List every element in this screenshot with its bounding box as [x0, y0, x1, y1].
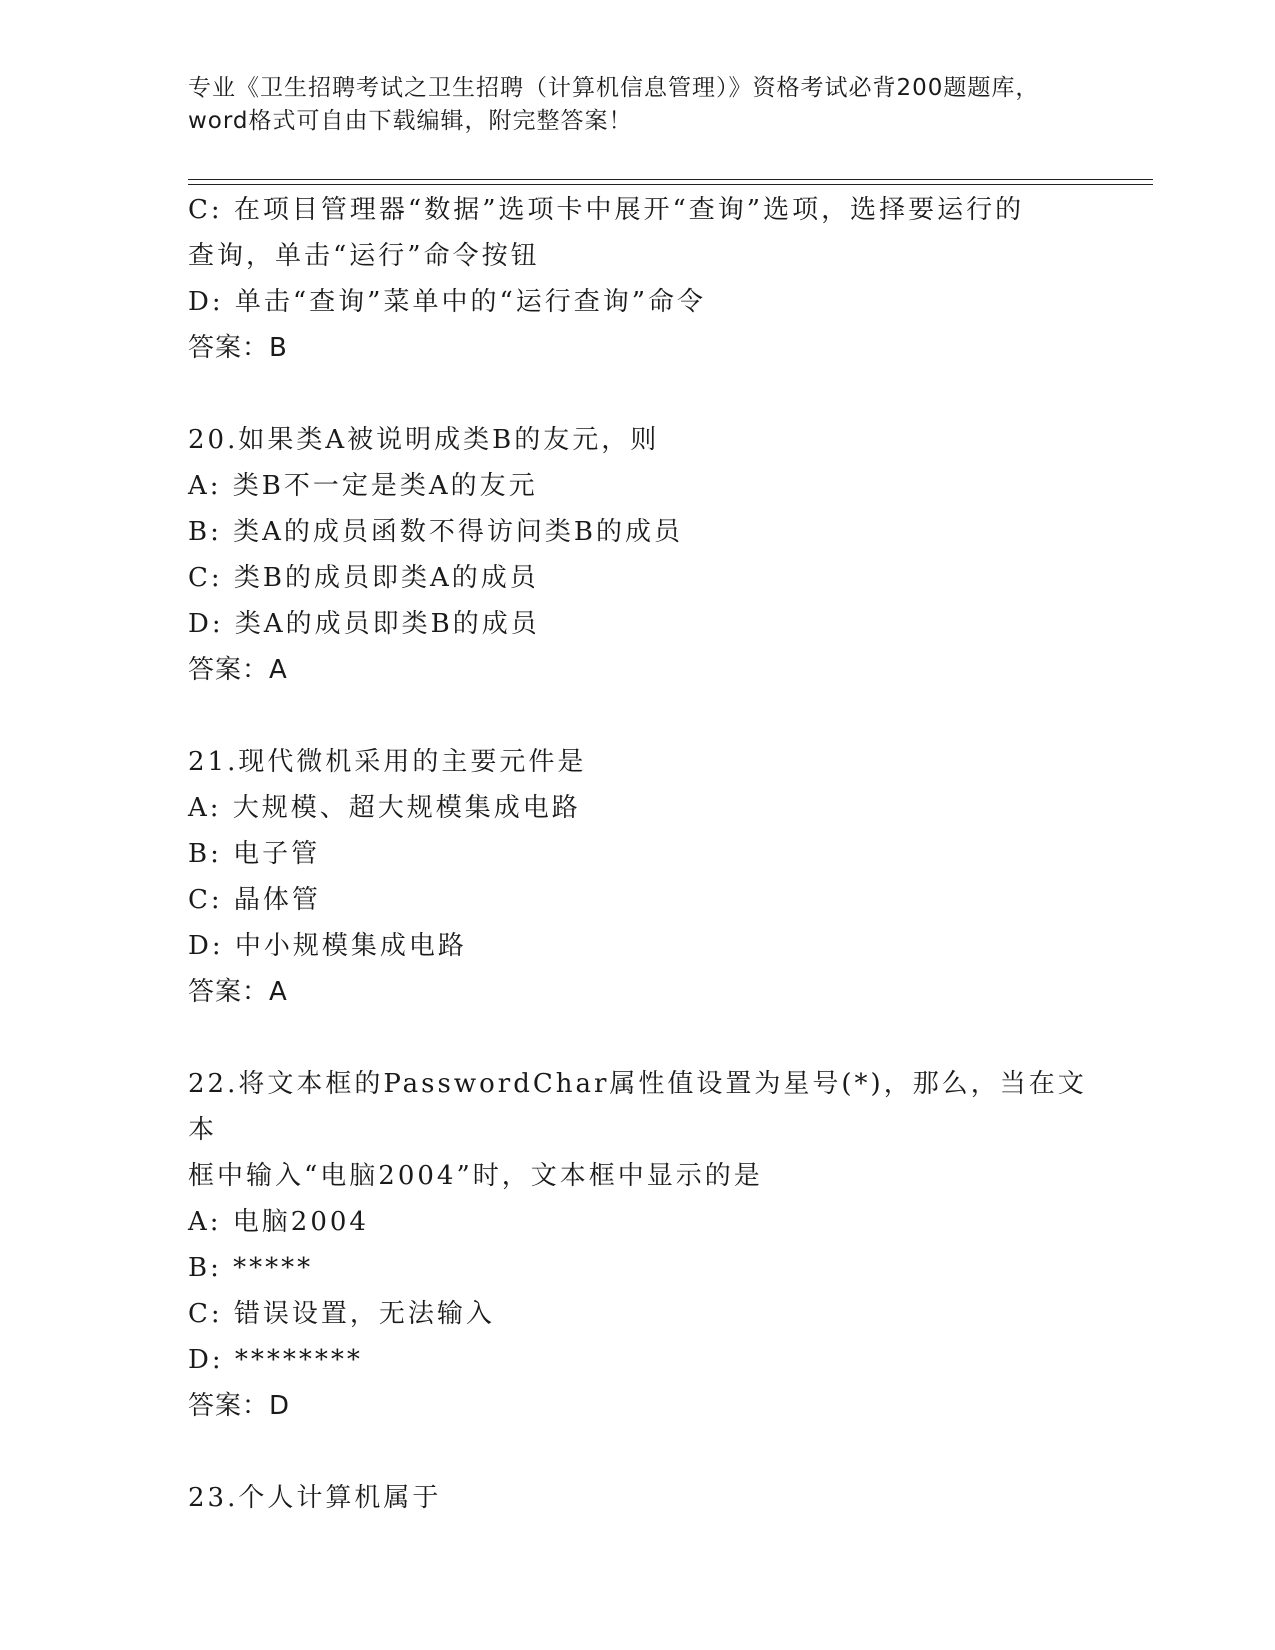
question-23	[188, 1475, 1088, 1521]
option-b: B: *****	[188, 1253, 314, 1283]
answer: 答案：D	[188, 1391, 291, 1421]
question-21	[188, 739, 1088, 1015]
answer: 答案：B	[188, 333, 288, 363]
header-title-line1: 专业《卫生招聘考试之卫生招聘（计算机信息管理）》资格考试必背200题题库，	[188, 75, 1040, 101]
spacer	[188, 371, 1088, 417]
option-d: D: ********	[188, 1345, 363, 1375]
option-d: D: 类A的成员即类B的成员	[188, 609, 540, 639]
option-c: C: 晶体管	[188, 885, 321, 915]
spacer	[188, 1429, 1088, 1475]
option-c-line2: 查询，单击“运行”命令按钮	[188, 241, 540, 271]
option-b: B: 电子管	[188, 839, 321, 869]
header-title-line2: word格式可自由下载编辑，附完整答案！	[188, 108, 633, 134]
answer: 答案：A	[188, 977, 288, 1007]
answer: 答案：A	[188, 655, 288, 685]
question-22	[188, 1061, 1088, 1429]
question-text: 20.如果类A被说明成类B的友元，则	[188, 425, 660, 455]
question-19-tail	[188, 187, 1088, 371]
question-text-line1: 22.将文本框的PasswordChar属性值设置为星号(*)，那么，当在文本	[188, 1069, 1087, 1145]
question-text-line2: 框中输入“电脑2004”时，文本框中显示的是	[188, 1161, 763, 1191]
question-20	[188, 417, 1088, 693]
option-a: A: 电脑2004	[188, 1207, 369, 1237]
option-c-line1: C: 在项目管理器“数据”选项卡中展开“查询”选项，选择要运行的	[188, 195, 1025, 225]
option-b: B: 类A的成员函数不得访问类B的成员	[188, 517, 684, 547]
question-list	[188, 187, 1088, 1521]
header-divider-bottom	[188, 184, 1153, 185]
document-header	[188, 72, 1088, 138]
option-d: D: 单击“查询”菜单中的“运行查询”命令	[188, 287, 707, 317]
option-a: A: 大规模、超大规模集成电路	[188, 793, 581, 823]
option-c: C: 错误设置，无法输入	[188, 1299, 495, 1329]
option-c: C: 类B的成员即类A的成员	[188, 563, 539, 593]
option-a: A: 类B不一定是类A的友元	[188, 471, 538, 501]
spacer	[188, 1015, 1088, 1061]
question-text: 21.现代微机采用的主要元件是	[188, 747, 587, 777]
question-text: 23.个人计算机属于	[188, 1483, 442, 1513]
header-divider-top	[188, 179, 1153, 180]
spacer	[188, 693, 1088, 739]
option-d: D: 中小规模集成电路	[188, 931, 467, 961]
